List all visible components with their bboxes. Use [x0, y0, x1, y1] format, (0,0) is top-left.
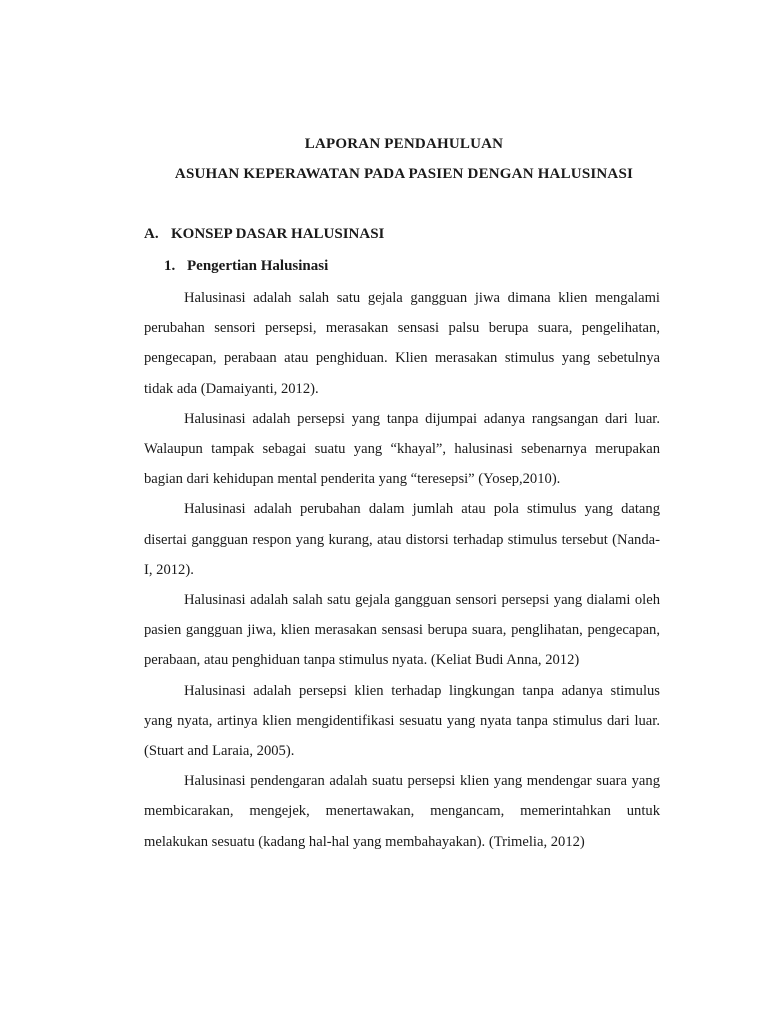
document-title: LAPORAN PENDAHULUAN	[304, 136, 504, 152]
section-title: KONSEP DASAR HALUSINASI	[171, 226, 385, 242]
paragraph: Halusinasi adalah salah satu gejala gangguan sensori persepsi yang dialami oleh pasien gangguan jiwa, klien merasakan sensasi berupa suara, penglihatan, pengecapan, perabaan, atau penghiduan tanpa stimulus nyata. (Keliat Budi Anna, 2012)	[144, 592, 660, 669]
paragraph: Halusinasi adalah salah satu gejala gangguan jiwa dimana klien mengalami perubahan sensori persepsi, merasakan sensasi palsu berupa suara, pengelihatan, pengecapan, perabaan atau penghiduan. Klien merasakan stimulus yang sebetulnya tidak ada (Damaiyanti, 2012).	[144, 290, 660, 397]
subsection-marker: 1.	[164, 258, 176, 274]
section-heading	[144, 226, 384, 243]
paragraph: Halusinasi adalah perubahan dalam jumlah atau pola stimulus yang datang disertai gangguan respon yang kurang, atau distorsi terhadap stimulus tersebut (Nanda-I, 2012).	[144, 501, 660, 578]
subsection-heading	[164, 258, 328, 275]
section-marker: A.	[144, 226, 159, 242]
subsection-title: Pengertian Halusinasi	[187, 258, 329, 274]
paragraph: Halusinasi adalah persepsi yang tanpa dijumpai adanya rangsangan dari luar. Walaupun tampak sebagai suatu yang “khayal”, halusinasi sebenarnya merupakan bagian dari kehidupan mental penderita yang “teresepsi” (Yosep,2010).	[144, 410, 660, 488]
paragraph: Halusinasi adalah persepsi klien terhadap lingkungan tanpa adanya stimulus yang nyata, artinya klien mengidentifikasi sesuatu yang nyata tanpa stimulus dari luar. (Stuart and Laraia, 2005).	[144, 682, 660, 760]
paragraph: Halusinasi pendengaran adalah suatu persepsi klien yang mendengar suara yang membicarakan, mengejek, menertawakan, mengancam, memerintahkan untuk melakukan sesuatu (kadang hal-hal yang membahayakan). (Trimelia, 2012)	[144, 773, 660, 850]
body-text	[144, 283, 660, 857]
document-subtitle: ASUHAN KEPERAWATAN PADA PASIEN DENGAN HALUSINASI	[174, 166, 634, 182]
